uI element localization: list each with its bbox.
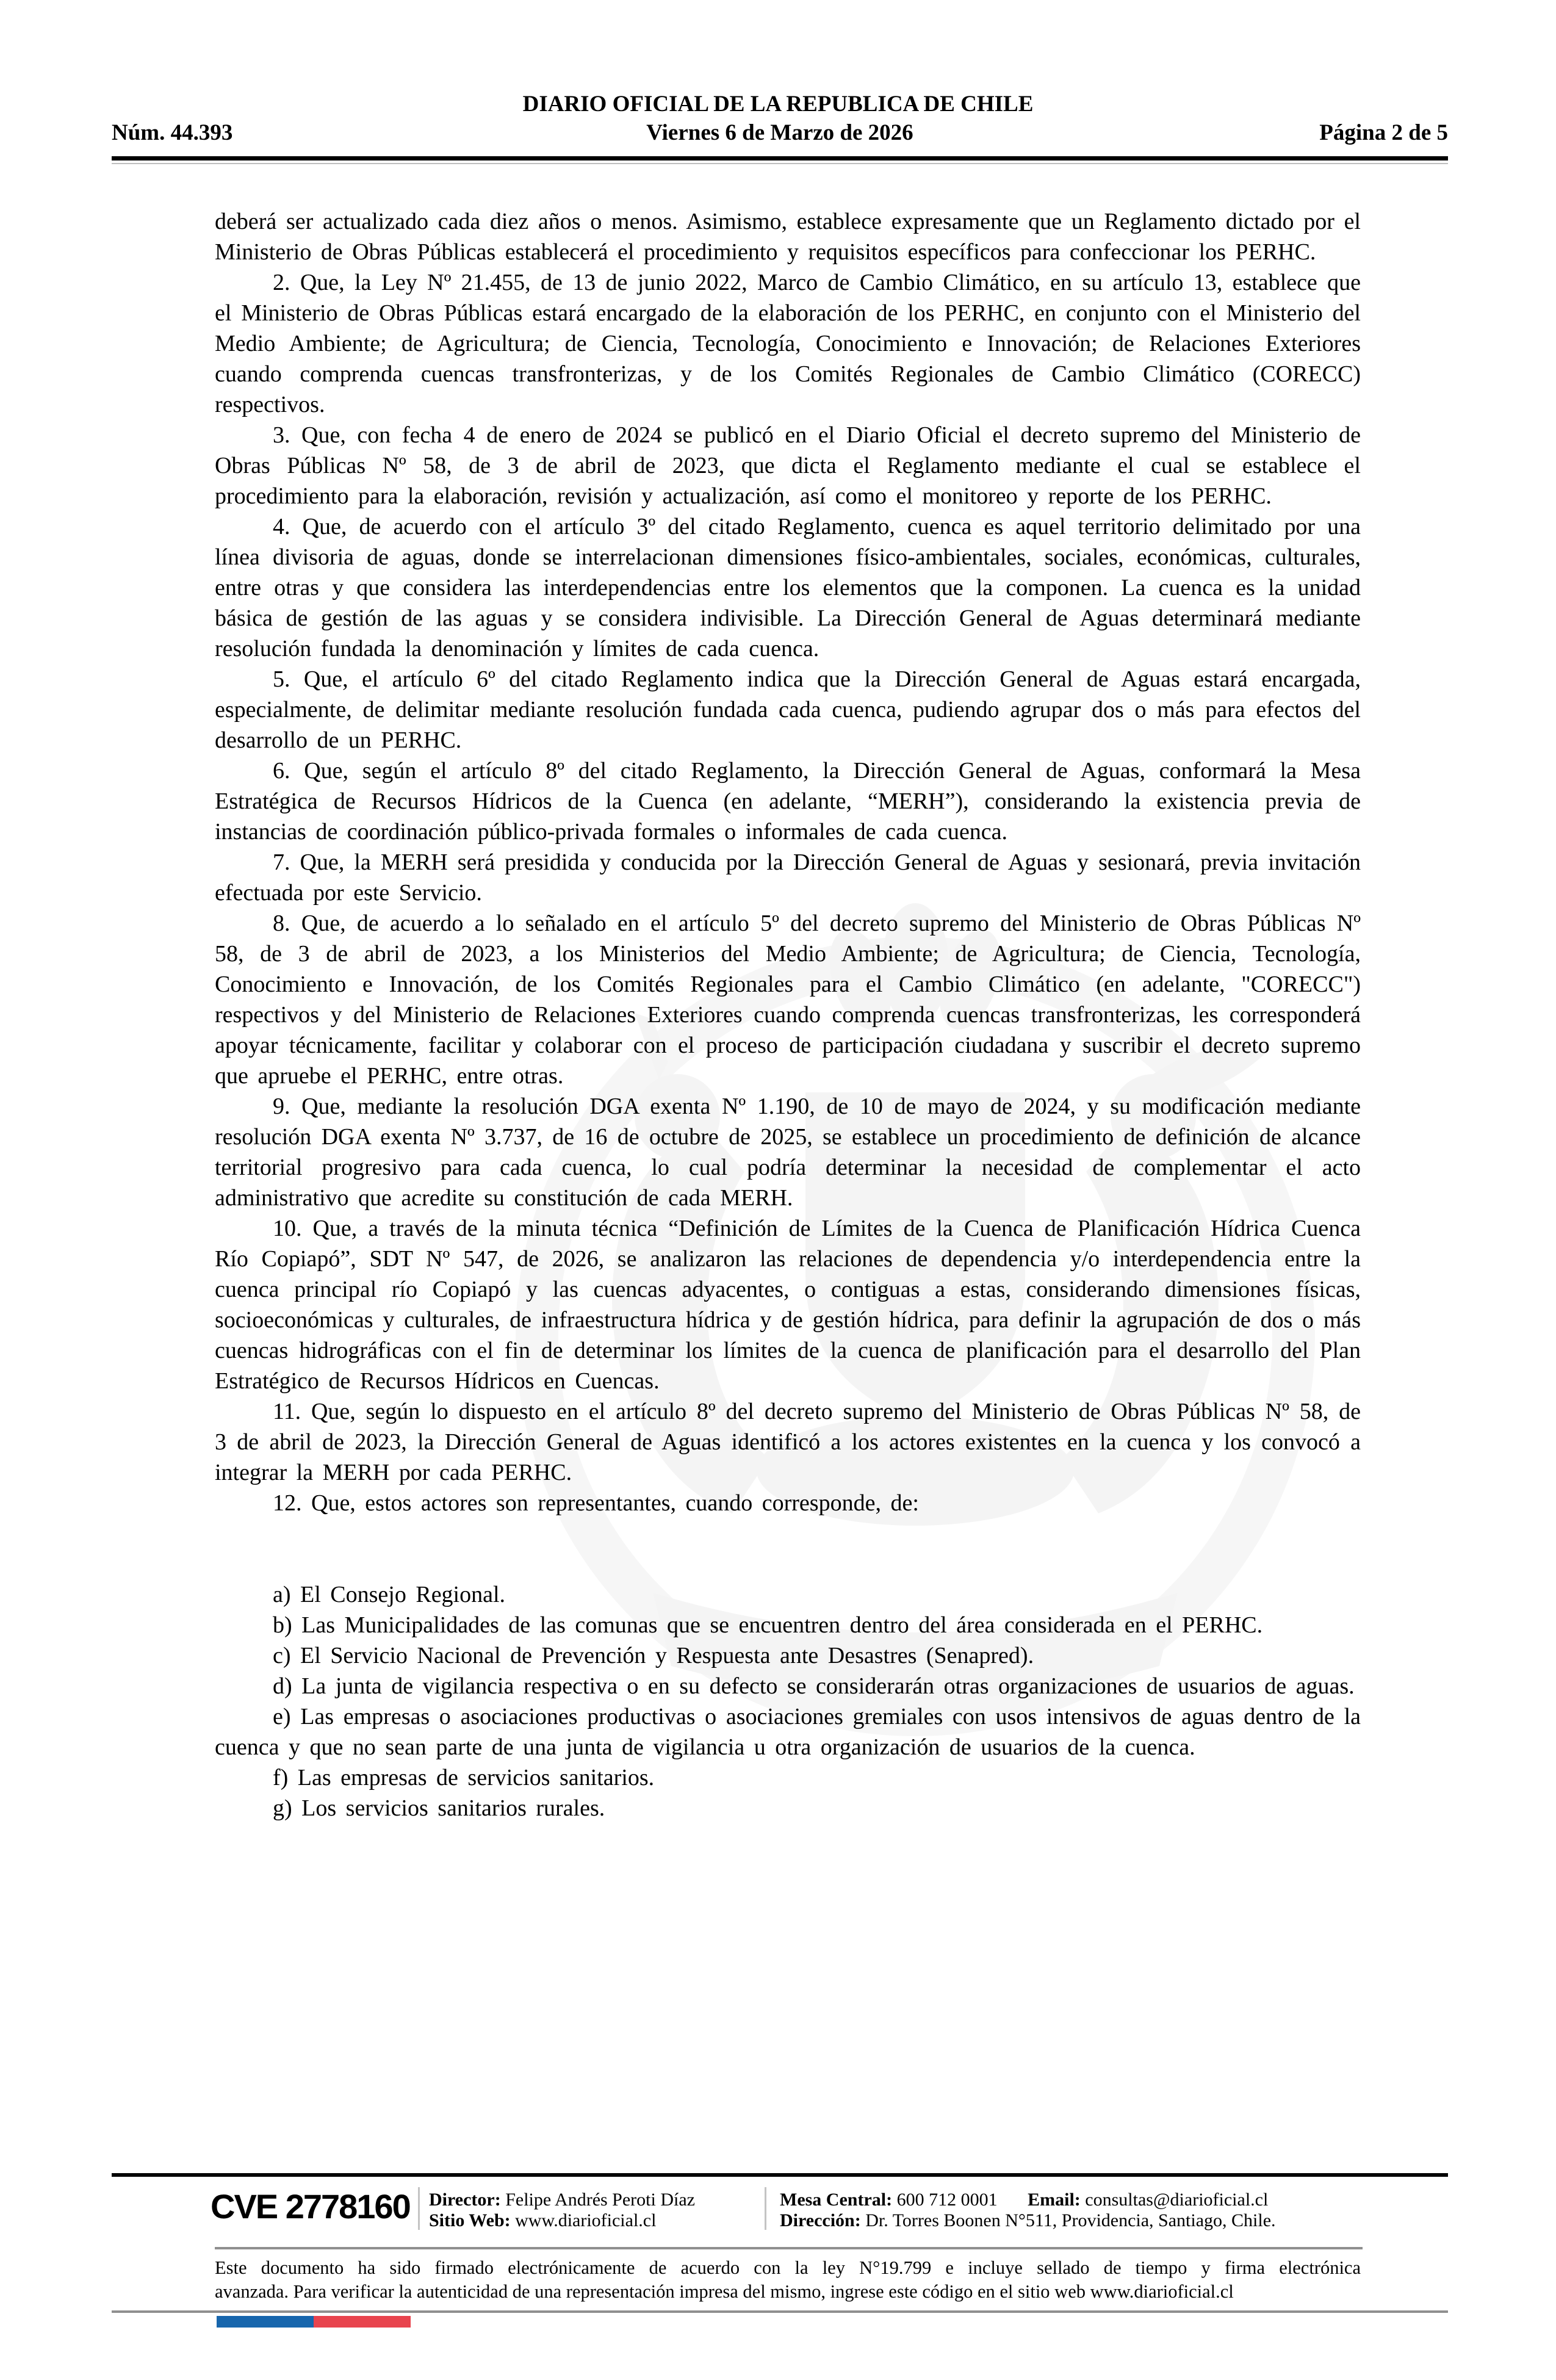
footer-bottom-rule <box>112 2310 1448 2313</box>
header-rule <box>112 156 1448 160</box>
phone-email-line <box>780 2190 1276 2210</box>
website-url: www.diarioficial.cl <box>515 2210 657 2230</box>
body-paragraph: deberá ser actualizado cada diez años o menos. Asimismo, establece expresamente que un Reglamento dictado por el Ministerio de Obras Públicas establecerá el procedimiento y requisitos específicos para confeccionar los PERHC. <box>215 209 1361 265</box>
legal-text-line1: Este documento ha sido firmado electrónicamente de acuerdo con la ley N°19.799 e incluye sellado de tiempo y firma electrónica <box>215 2257 1361 2278</box>
phone-number: 600 712 0001 <box>896 2190 998 2210</box>
cve-code: CVE 2778160 <box>211 2187 410 2226</box>
flag-red-segment <box>314 2316 411 2328</box>
website-line <box>429 2210 695 2231</box>
footer-director-column <box>429 2190 695 2231</box>
header-rule-shadow <box>112 163 1448 164</box>
body-paragraph: 4. Que, de acuerdo con el artículo 3º del citado Reglamento, cuenca es aquel territorio delimitado por una línea divisoria de aguas, donde se interrelacionan dimensiones físico-ambientales, sociales, económicas, culturales, entre otras y que considera las interdependencias entre los elementos que la componen. La cuenca es la unidad básica de gestión de las aguas y se considera indivisible. La Dirección General de Aguas determinará mediante resolución fundada la denominación y límites de cada cuenca. <box>215 514 1361 662</box>
body-paragraph: 12. Que, estos actores son representantes, cuando corresponde, de: <box>273 1490 919 1516</box>
list-item: b) Las Municipalidades de las comunas que se encuentren dentro del área considerada en el PERHC. <box>273 1612 1263 1638</box>
edition-date: Viernes 6 de Marzo de 2026 <box>646 120 913 145</box>
director-line <box>429 2190 695 2210</box>
paragraph-gap <box>215 1518 1361 1579</box>
footer-mid-rule <box>215 2247 1363 2249</box>
footer-contact-column <box>780 2190 1276 2231</box>
body-paragraph: 5. Que, el artículo 6º del citado Reglamento indica que la Dirección General de Aguas estará encargada, especialmente, de delimitar mediante resolución fundada cada cuenca, pudiendo agrupar dos o más para efectos del desarrollo de un PERHC. <box>215 666 1361 753</box>
chile-flag-mark <box>217 2316 411 2328</box>
header-row <box>112 120 1448 148</box>
body-paragraph: 3. Que, con fecha 4 de enero de 2024 se publicó en el Diario Oficial el decreto supremo del Ministerio de Obras Públicas Nº 58, de 3 de abril de 2023, que dicta el Reglamento mediante el cual se establece el procedimiento para la elaboración, revisión y actualización, así como el monitoreo y reporte de los PERHC. <box>215 422 1361 509</box>
list-item: c) El Servicio Nacional de Prevención y Respuesta ante Desastres (Senapred). <box>273 1643 1034 1668</box>
director-label: Director: <box>429 2190 501 2210</box>
body-paragraph: 11. Que, según lo dispuesto en el artículo 8º del decreto supremo del Ministerio de Obras Públicas Nº 58, de 3 de abril de 2023, la Dirección General de Aguas identificó a los actores existentes en la cuenca y los convocó a integrar la MERH por cada PERHC. <box>215 1399 1361 1485</box>
footer-divider-1 <box>418 2187 420 2230</box>
body-paragraph: 10. Que, a través de la minuta técnica “Definición de Límites de la Cuenca de Planificación Hídrica Cuenca Río Copiapó”, SDT Nº 547, de 2026, se analizaron las relaciones de dependencia y/o interdependencia entre la cuenca principal río Copiapó y las cuencas adyacentes, o contiguas a estas, considerando dimensiones físicas, socioeconómicas y culturales, de infraestructura hídrica y de gestión hídrica, para definir la agrupación de dos o más cuencas hidrográficas con el fin de determinar los límites de la cuenca de planificación para el desarrollo del Plan Estratégico de Recursos Hídricos en Cuencas. <box>215 1216 1361 1394</box>
footer-top-rule <box>112 2173 1448 2177</box>
list-item: a) El Consejo Regional. <box>273 1582 506 1607</box>
phone-label: Mesa Central: <box>780 2190 893 2210</box>
publication-title: DIARIO OFICIAL DE LA REPUBLICA DE CHILE <box>522 92 1034 117</box>
body-paragraph: 8. Que, de acuerdo a lo señalado en el artículo 5º del decreto supremo del Ministerio de Obras Públicas Nº 58, de 3 de abril de 2023, a los Ministerios del Medio Ambiente; de Agricultura; de Ciencia, Tecnología, Conocimiento e Innovación, de los Comités Regionales para el Cambio Climático (en adelante, "CORECC") respectivos y del Ministerio de Relaciones Exteriores cuando comprenda cuencas transfronterizas, les corresponderá apoyar técnicamente, facilitar y colaborar con el proceso de participación ciudadana y suscribir el decreto supremo que apruebe el PERHC, entre otras. <box>215 911 1361 1089</box>
address-label: Dirección: <box>780 2210 861 2230</box>
list-item: e) Las empresas o asociaciones productivas o asociaciones gremiales con usos intensivos de aguas dentro de la cuenca y que no sean parte de una junta de vigilancia u otra organización de usuarios de la cuenca. <box>215 1704 1361 1760</box>
body-paragraph: 7. Que, la MERH será presidida y conducida por la Dirección General de Aguas y sesionará, previa invitación efectuada por este Servicio. <box>215 849 1361 906</box>
email-label: Email: <box>1028 2190 1081 2210</box>
list-item: f) Las empresas de servicios sanitarios. <box>273 1765 655 1790</box>
list-item: d) La junta de vigilancia respectiva o en su defecto se considerarán otras organizaciones de usuarios de aguas. <box>273 1673 1355 1699</box>
page-indicator: Página 2 de 5 <box>1319 120 1448 145</box>
body-paragraph: 6. Que, según el artículo 8º del citado Reglamento, la Dirección General de Aguas, conformará la Mesa Estratégica de Recursos Hídricos de la Cuenca (en adelante, “MERH”), considerando la existencia previa de instancias de coordinación público-privada formales o informales de cada cuenca. <box>215 758 1361 845</box>
document-body <box>215 206 1361 1823</box>
address-value: Dr. Torres Boonen N°511, Providencia, Santiago, Chile. <box>865 2210 1276 2230</box>
footer-divider-2 <box>765 2187 766 2230</box>
email-address: consultas@diarioficial.cl <box>1085 2190 1269 2210</box>
flag-blue-segment <box>217 2316 314 2328</box>
website-label: Sitio Web: <box>429 2210 511 2230</box>
director-name: Felipe Andrés Peroti Díaz <box>505 2190 695 2210</box>
legal-text-line2: avanzada. Para verificar la autenticidad de una representación impresa del mismo, ingrese este código en el sitio web www.diarioficial.cl <box>215 2281 1234 2302</box>
body-paragraph: 9. Que, mediante la resolución DGA exenta Nº 1.190, de 10 de mayo de 2024, y su modificación mediante resolución DGA exenta Nº 3.737, de 16 de octubre de 2025, se establece un procedimiento de definición de alcance territorial progresivo para cada cuenca, lo cual podría determinar la necesidad de complementar el acto administrativo que acredite su constitución de cada MERH. <box>215 1094 1361 1211</box>
address-line <box>780 2210 1276 2231</box>
body-paragraph: 2. Que, la Ley Nº 21.455, de 13 de junio 2022, Marco de Cambio Climático, en su artículo 13, establece que el Ministerio de Obras Públicas estará encargado de la elaboración de los PERHC, en conjunto con el Ministerio del Medio Ambiente; de Agricultura; de Ciencia, Tecnología, Conocimiento e Innovación; de Relaciones Exteriores cuando comprenda cuencas transfronterizas, y de los Comités Regionales de Cambio Climático (CORECC) respectivos. <box>215 270 1361 417</box>
list-item: g) Los servicios sanitarios rurales. <box>273 1795 605 1821</box>
issue-number: Núm. 44.393 <box>112 120 233 145</box>
